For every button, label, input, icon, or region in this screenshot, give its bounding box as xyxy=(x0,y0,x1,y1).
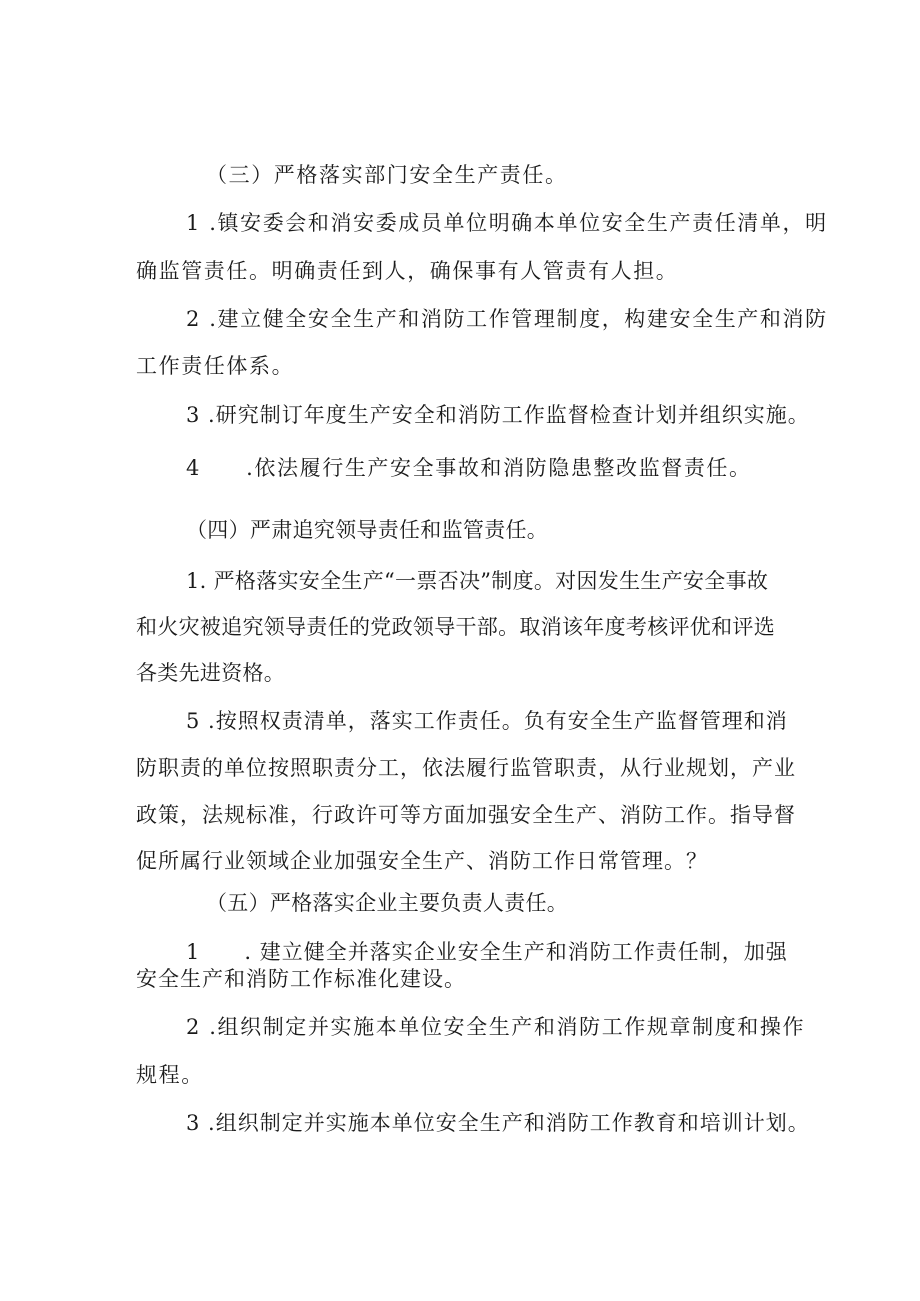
paragraph-line: 防职责的单位按照职责分工，依法履行监管职责，从行业规划，产业 xyxy=(136,756,796,780)
paragraph-line: 促所属行业领域企业加强安全生产、消防工作日常管理。？ xyxy=(136,849,708,873)
heading-section-4: （四）严肃追究领导责任和监管责任。 xyxy=(186,518,549,542)
paragraph-line: 5 .按照权责清单，落实工作责任。负有安全生产监督管理和消 xyxy=(186,709,788,733)
paragraph-line: 1 . 建立健全并落实企业安全生产和消防工作责任制，加强 xyxy=(186,940,788,964)
paragraph-line: 和火灾被追究领导责任的党政领导干部。取消该年度考核评优和评选 xyxy=(136,615,775,639)
paragraph-line: 2 .建立健全安全生产和消防工作管理制度，构建安全生产和消防 xyxy=(186,307,828,331)
paragraph-line: 3 .组织制定并实施本单位安全生产和消防工作教育和培训计划。 xyxy=(186,1111,810,1135)
paragraph-line: 安全生产和消防工作标准化建设。 xyxy=(136,967,466,991)
heading-section-5: （五）严格落实企业主要负责人责任。 xyxy=(206,891,569,915)
paragraph-line: 规程。 xyxy=(136,1063,204,1087)
paragraph-line: 确监管责任。明确责任到人，确保事有人管责有人担。 xyxy=(136,259,679,283)
paragraph-line: 4 .依法履行生产安全事故和消防隐患整改监督责任。 xyxy=(186,456,752,480)
paragraph-line: 工作责任体系。 xyxy=(136,354,295,378)
paragraph-line: 3 .研究制订年度生产安全和消防工作监督检查计划并组织实施。 xyxy=(186,403,810,427)
heading-section-3: （三）严格落实部门安全生产责任。 xyxy=(206,163,568,187)
paragraph-line: 1. 严格落实安全生产“一票否决”制度。对因发生生产安全事故 xyxy=(186,569,769,593)
paragraph-line: 政策，法规标准，行政许可等方面加强安全生产、消防工作。指导督 xyxy=(136,803,796,827)
paragraph-line: 各类先进资格。 xyxy=(136,661,286,685)
paragraph-line: 2 .组织制定并实施本单位安全生产和消防工作规章制度和操作 xyxy=(186,1015,806,1039)
paragraph-line: 1 .镇安委会和消安委成员单位明确本单位安全生产责任清单，明 xyxy=(186,211,828,235)
